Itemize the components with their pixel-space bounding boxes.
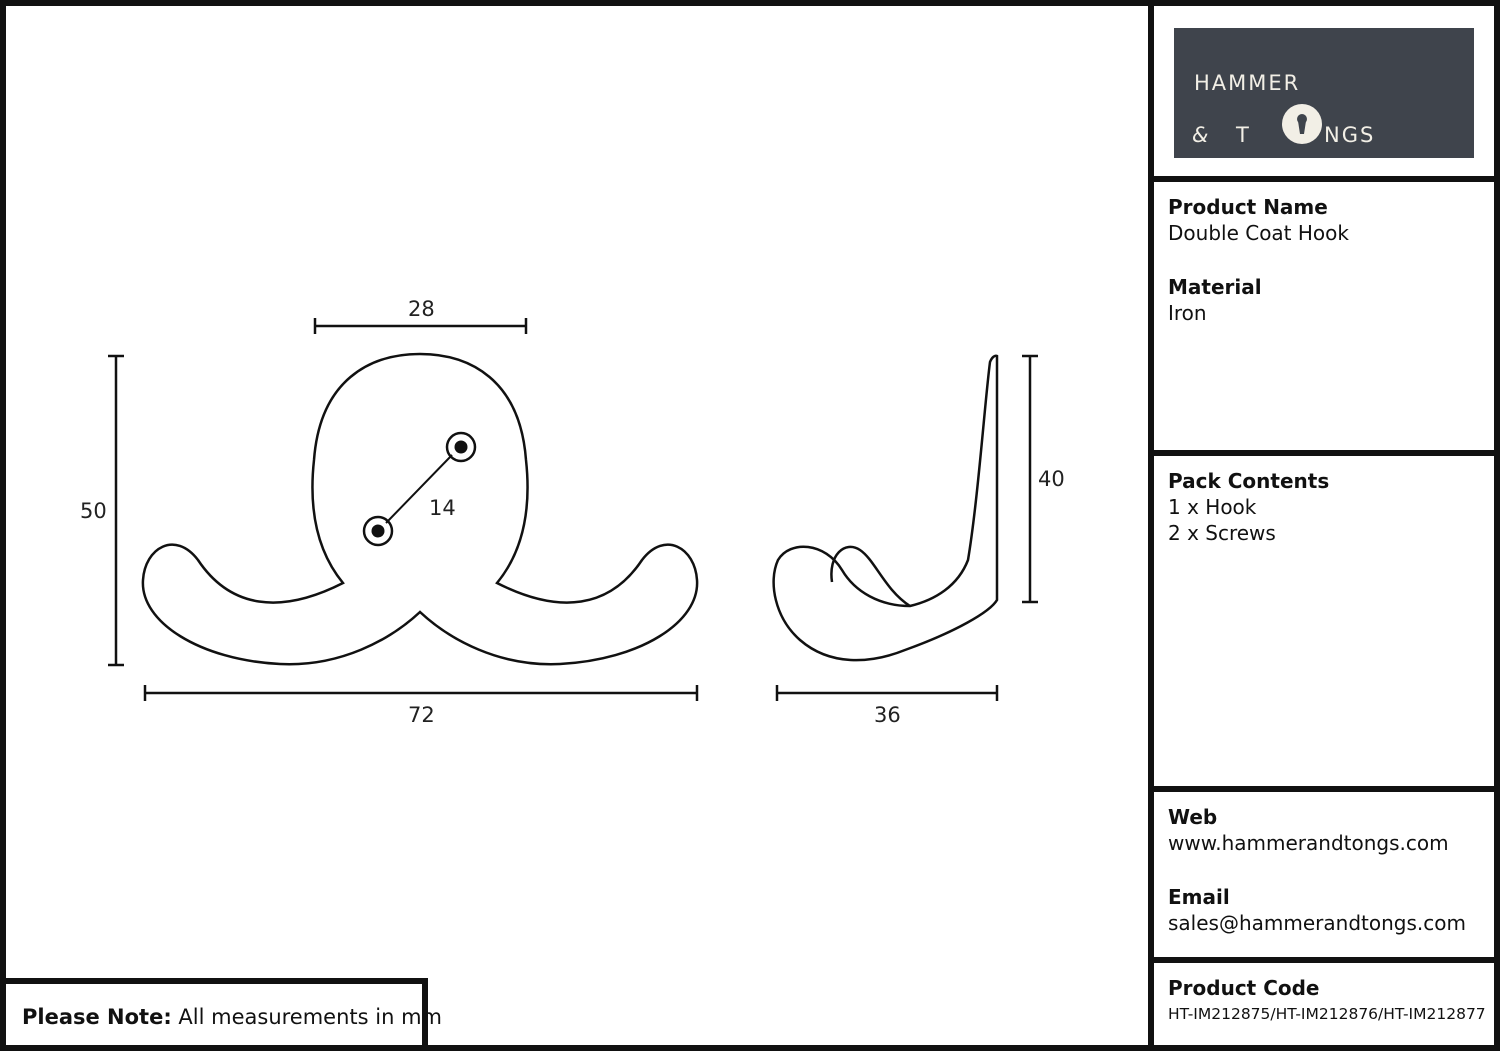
- dimension-side-height-label: 40: [1038, 467, 1065, 491]
- brand-line2-ngs: NGS: [1324, 123, 1376, 147]
- brand-logo: [1174, 28, 1474, 158]
- product-info-panel: [1148, 176, 1500, 456]
- dimension-overall-width-label: 72: [408, 703, 435, 727]
- product-code-panel: [1148, 957, 1500, 1051]
- note-text: All measurements in mm: [171, 1005, 442, 1029]
- material-value: Iron: [1168, 301, 1207, 325]
- dimension-side-depth-label: 36: [874, 703, 901, 727]
- email-link[interactable]: sales@hammerandtongs.com: [1168, 911, 1466, 935]
- dimension-height: [108, 356, 124, 665]
- measurement-note: [0, 978, 442, 1051]
- product-code-value: HT-IM212875/HT-IM212876/HT-IM212877: [1168, 1005, 1486, 1023]
- pack-contents-label: Pack Contents: [1168, 469, 1330, 493]
- web-label: Web: [1168, 805, 1218, 829]
- contact-panel: [1148, 786, 1500, 963]
- product-name-label: Product Name: [1168, 195, 1328, 219]
- product-name-value: Double Coat Hook: [1168, 221, 1349, 245]
- dimension-overall-width: [145, 685, 697, 701]
- pack-contents-panel: [1148, 450, 1500, 792]
- product-code-label: Product Code: [1168, 976, 1320, 1000]
- brand-ampersand: &: [1192, 123, 1209, 147]
- material-label: Material: [1168, 275, 1262, 299]
- brand-line2-t: T: [1236, 123, 1249, 147]
- note-label: Please Note:: [22, 1005, 172, 1029]
- dimension-side-height: [1022, 356, 1038, 602]
- dimension-top-width-label: 28: [408, 297, 435, 321]
- dimension-side-depth: [777, 685, 997, 701]
- keyhole-icon: [1282, 104, 1322, 144]
- brand-line1: HAMMER: [1194, 71, 1301, 95]
- logo-panel: [1148, 0, 1500, 182]
- hole-spacing-label: 14: [429, 496, 456, 520]
- pack-item: 1 x Hook: [1168, 495, 1257, 519]
- pack-item: 2 x Screws: [1168, 521, 1276, 545]
- hook-front-outline: [143, 354, 697, 664]
- dimension-height-label: 50: [80, 499, 107, 523]
- email-label: Email: [1168, 885, 1230, 909]
- web-link[interactable]: www.hammerandtongs.com: [1168, 831, 1449, 855]
- hook-side-outline: [774, 356, 997, 660]
